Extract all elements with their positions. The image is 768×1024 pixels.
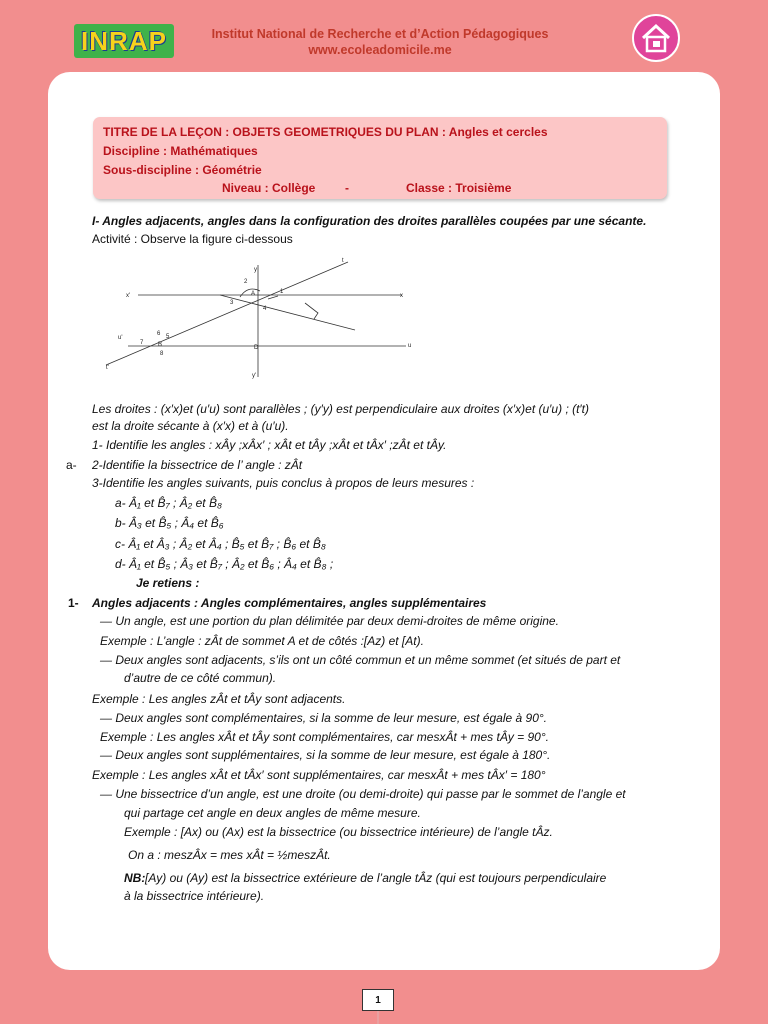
subsection-heading: Angles adjacents : Angles complémentaires, angles supplémentaires: [92, 596, 487, 610]
item-b: b- Â₃ et B̂₅ ; Â₄ et B̂₆: [115, 516, 224, 530]
nb-text-2: à la bissectrice intérieure).: [124, 889, 265, 903]
lesson-title: TITRE DE LA LEÇON : OBJETS GEOMETRIQUES DU PLAN : Angles et cercles: [103, 125, 548, 139]
nb-text-1: [Ay) ou (Ay) est la bissectrice extérieure de l’angle tÂz (qui est toujours perpendiculaire: [145, 871, 607, 885]
activity-intro: Activité : Observe la figure ci-dessous: [92, 232, 293, 246]
example-angle: Exemple : L’angle : zÂt de sommet A et de côtés :[Az) et [At).: [100, 634, 424, 648]
page-number-stem: [377, 1011, 379, 1024]
question-1: 1- Identifie les angles : xÂy ;xÂx′ ; xÂt et tÂy ;xÂt et tÂx′ ;zÂt et tÂy.: [92, 438, 447, 452]
question-3: 3-Identifie les angles suivants, puis conclus à propos de leurs mesures :: [92, 476, 475, 490]
def-complementary: — Deux angles sont complémentaires, si la somme de leur mesure, est égale à 90°.: [100, 711, 548, 725]
geometry-figure: [100, 255, 440, 385]
label-1: 1: [280, 289, 284, 295]
label-4: 4: [263, 306, 267, 312]
classe: Classe : Troisième: [406, 181, 512, 195]
label-7: 7: [140, 340, 144, 346]
label-u-prime: u': [118, 335, 123, 341]
label-6: 6: [157, 331, 161, 337]
label-t-prime: t': [106, 365, 109, 371]
def-adjacent-2: d’autre de ce côté commun).: [124, 671, 277, 685]
niveau: Niveau : Collège: [222, 181, 316, 195]
line-statement-2: est la droite sécante à (x′x) et à (u′u).: [92, 419, 289, 433]
def-angle: — Un angle, est une portion du plan délimitée par deux demi-droites de même origine.: [100, 614, 559, 628]
label-t: t: [342, 258, 344, 264]
bisector-equation: On a : meszÂx = mes xÂt = ½meszÂt.: [128, 848, 331, 862]
label-x: x: [400, 293, 403, 299]
def-bisector-1: — Une bissectrice d’un angle, est une droite (ou demi-droite) qui passe par le sommet de l’angle et: [100, 787, 626, 801]
subsection-number: 1-: [68, 596, 79, 610]
def-bisector-2: qui partage cet angle en deux angles de même mesure.: [124, 806, 421, 820]
line-tt: [106, 262, 348, 365]
inrap-logo: INRAP: [74, 24, 174, 58]
label-a: A: [251, 291, 256, 297]
discipline: Discipline : Mathématiques: [103, 144, 258, 158]
nb-label: NB:: [124, 871, 146, 885]
je-retiens: Je retiens :: [136, 576, 200, 590]
line-az: [220, 295, 355, 330]
label-x-prime: x': [126, 293, 131, 299]
sub-discipline: Sous-discipline : Géométrie: [103, 163, 262, 177]
example-complementary: Exemple : Les angles xÂt et tÂy sont complémentaires, car mesxÂt + mes tÂy = 90°.: [100, 730, 549, 744]
label-y-prime: y': [252, 373, 257, 379]
house-icon: [634, 16, 678, 60]
item-d: d- Â₁ et B̂₅ ; Â₃ et B̂₇ ; Â₂ et B̂₆ ; Â₄ et B̂₈ ;: [115, 557, 334, 571]
example-adjacent: Exemple : Les angles zÂt et tÂy sont adjacents.: [92, 692, 346, 706]
label-3: 3: [230, 300, 234, 306]
def-supplementary: — Deux angles sont supplémentaires, si la somme de leur mesure, est égale à 180°.: [100, 748, 551, 762]
label-u: u: [408, 343, 412, 349]
example-supplementary: Exemple : Les angles xÂt et tÂx′ sont supplémentaires, car mesxÂt + mes tÂx′ = 180°: [92, 768, 546, 782]
school-house-logo: [632, 14, 680, 62]
institute-name: Institut National de Recherche et d’Action Pédagogiques: [211, 27, 549, 41]
label-y: y: [254, 267, 257, 273]
label-d: D: [254, 345, 259, 351]
question-2: 2-Identifie la bissectrice de l’ angle : zÂt: [92, 458, 303, 472]
website-link[interactable]: www.ecoleadomicile.me: [308, 43, 452, 57]
label-5: 5: [166, 334, 170, 340]
item-a: a- Â₁ et B̂₇ ; Â₂ et B̂₈: [115, 496, 222, 510]
line-statement-1: Les droites : (x′x)et (u′u) sont parallèles ; (y′y) est perpendiculaire aux droites (x′x)et (u′u) ; (t′t): [92, 402, 590, 416]
marker-a: a-: [66, 458, 77, 472]
item-c: c- Â₁ et Â₃ ; Â₂ et Â₄ ; B̂₅ et B̂₇ ; B̂₆ et B̂₈: [115, 537, 326, 551]
def-adjacent-1: — Deux angles sont adjacents, s’ils ont un côté commun et un même sommet (et situés de part et: [100, 653, 621, 667]
page-number: 1: [362, 989, 394, 1011]
dash-separator: -: [345, 181, 349, 195]
example-bisector: Exemple : [Ax) ou (Ax) est la bissectrice (ou bissectrice intérieure) de l’angle tÂz.: [124, 825, 553, 839]
label-8: 8: [160, 351, 164, 357]
label-b: B: [158, 342, 163, 348]
section-heading: I- Angles adjacents, angles dans la configuration des droites parallèles coupées par une sécante.: [92, 214, 647, 228]
label-2: 2: [244, 279, 248, 285]
